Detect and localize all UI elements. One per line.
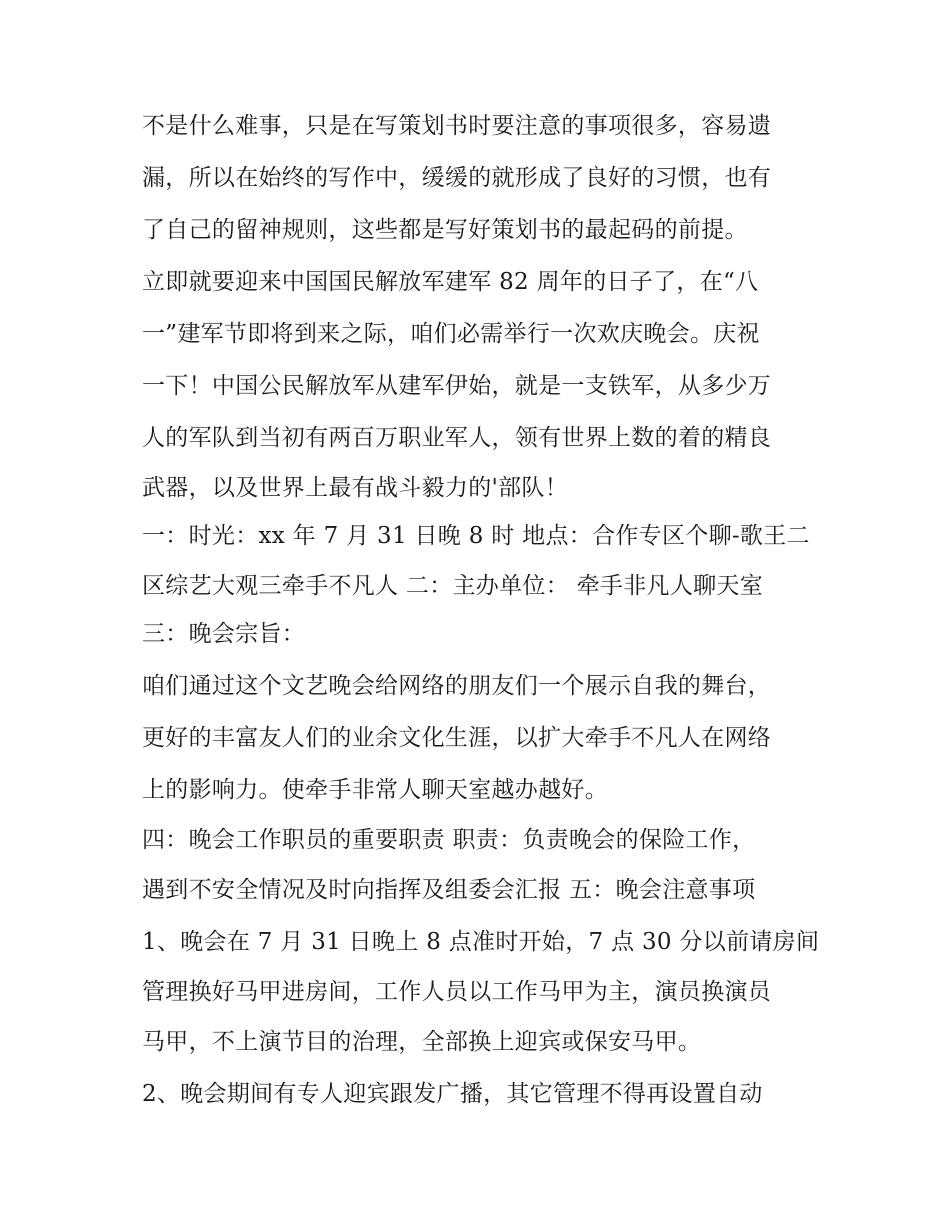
paragraph-line: 马甲，不上演节目的治理，全部换上迎宾或保安马甲。 bbox=[142, 1029, 702, 1055]
paragraph-line: 人的军队到当初有两百万职业军人，领有世界上数的着的精良 bbox=[142, 425, 772, 451]
paragraph-line: 一：时光：xx 年 7 月 31 日晚 8 时 地点：合作专区个聊-歌王二 bbox=[142, 523, 810, 549]
paragraph-line: 了自己的留神规则，这些都是写好策划书的最起码的前提。 bbox=[142, 217, 748, 243]
paragraph-line: 三：晚会宗旨： bbox=[142, 621, 306, 647]
paragraph-line: 2、晚会期间有专人迎宾跟发广播，其它管理不得再设置自动 bbox=[142, 1081, 763, 1107]
paragraph-line: 漏，所以在始终的写作中，缓缓的就形成了良好的习惯，也有 bbox=[142, 165, 772, 191]
paragraph-line: 管理换好马甲进房间，工作人员以工作马甲为主，演员换演员 bbox=[142, 979, 772, 1005]
paragraph-line: 一下！中国公民解放军从建军伊始，就是一支铁军，从多少万 bbox=[142, 373, 772, 399]
paragraph-line: 武器，以及世界上最有战斗毅力的'部队！ bbox=[142, 475, 569, 501]
paragraph-line: 咱们通过这个文艺晚会给网络的朋友们一个展示自我的舞台， bbox=[142, 673, 772, 699]
paragraph-line: 遇到不安全情况及时向指挥及组委会汇报 五：晚会注意事项 bbox=[142, 877, 756, 903]
paragraph-line: 四：晚会工作职员的重要职责 职责：负责晚会的保险工作， bbox=[142, 827, 756, 853]
paragraph-line: 一”建军节即将到来之际，咱们必需举行一次欢庆晚会。庆祝 bbox=[142, 321, 760, 347]
paragraph-line: 上的影响力。使牵手非常人聊天室越办越好。 bbox=[142, 777, 608, 803]
paragraph-line: 不是什么难事，只是在写策划书时要注意的事项很多，容易遗 bbox=[142, 113, 772, 139]
paragraph-line: 立即就要迎来中国国民解放军建军 82 周年的日子了，在“八 bbox=[142, 269, 759, 295]
paragraph-line: 1、晚会在 7 月 31 日晚上 8 点准时开始，7 点 30 分以前请房间 bbox=[142, 929, 820, 955]
paragraph-line: 更好的丰富友人们的业余文化生涯，以扩大牵手不凡人在网络 bbox=[142, 725, 772, 751]
paragraph-line: 区综艺大观三牵手不凡人 二：主办单位： 牵手非凡人聊天室 bbox=[142, 573, 764, 599]
